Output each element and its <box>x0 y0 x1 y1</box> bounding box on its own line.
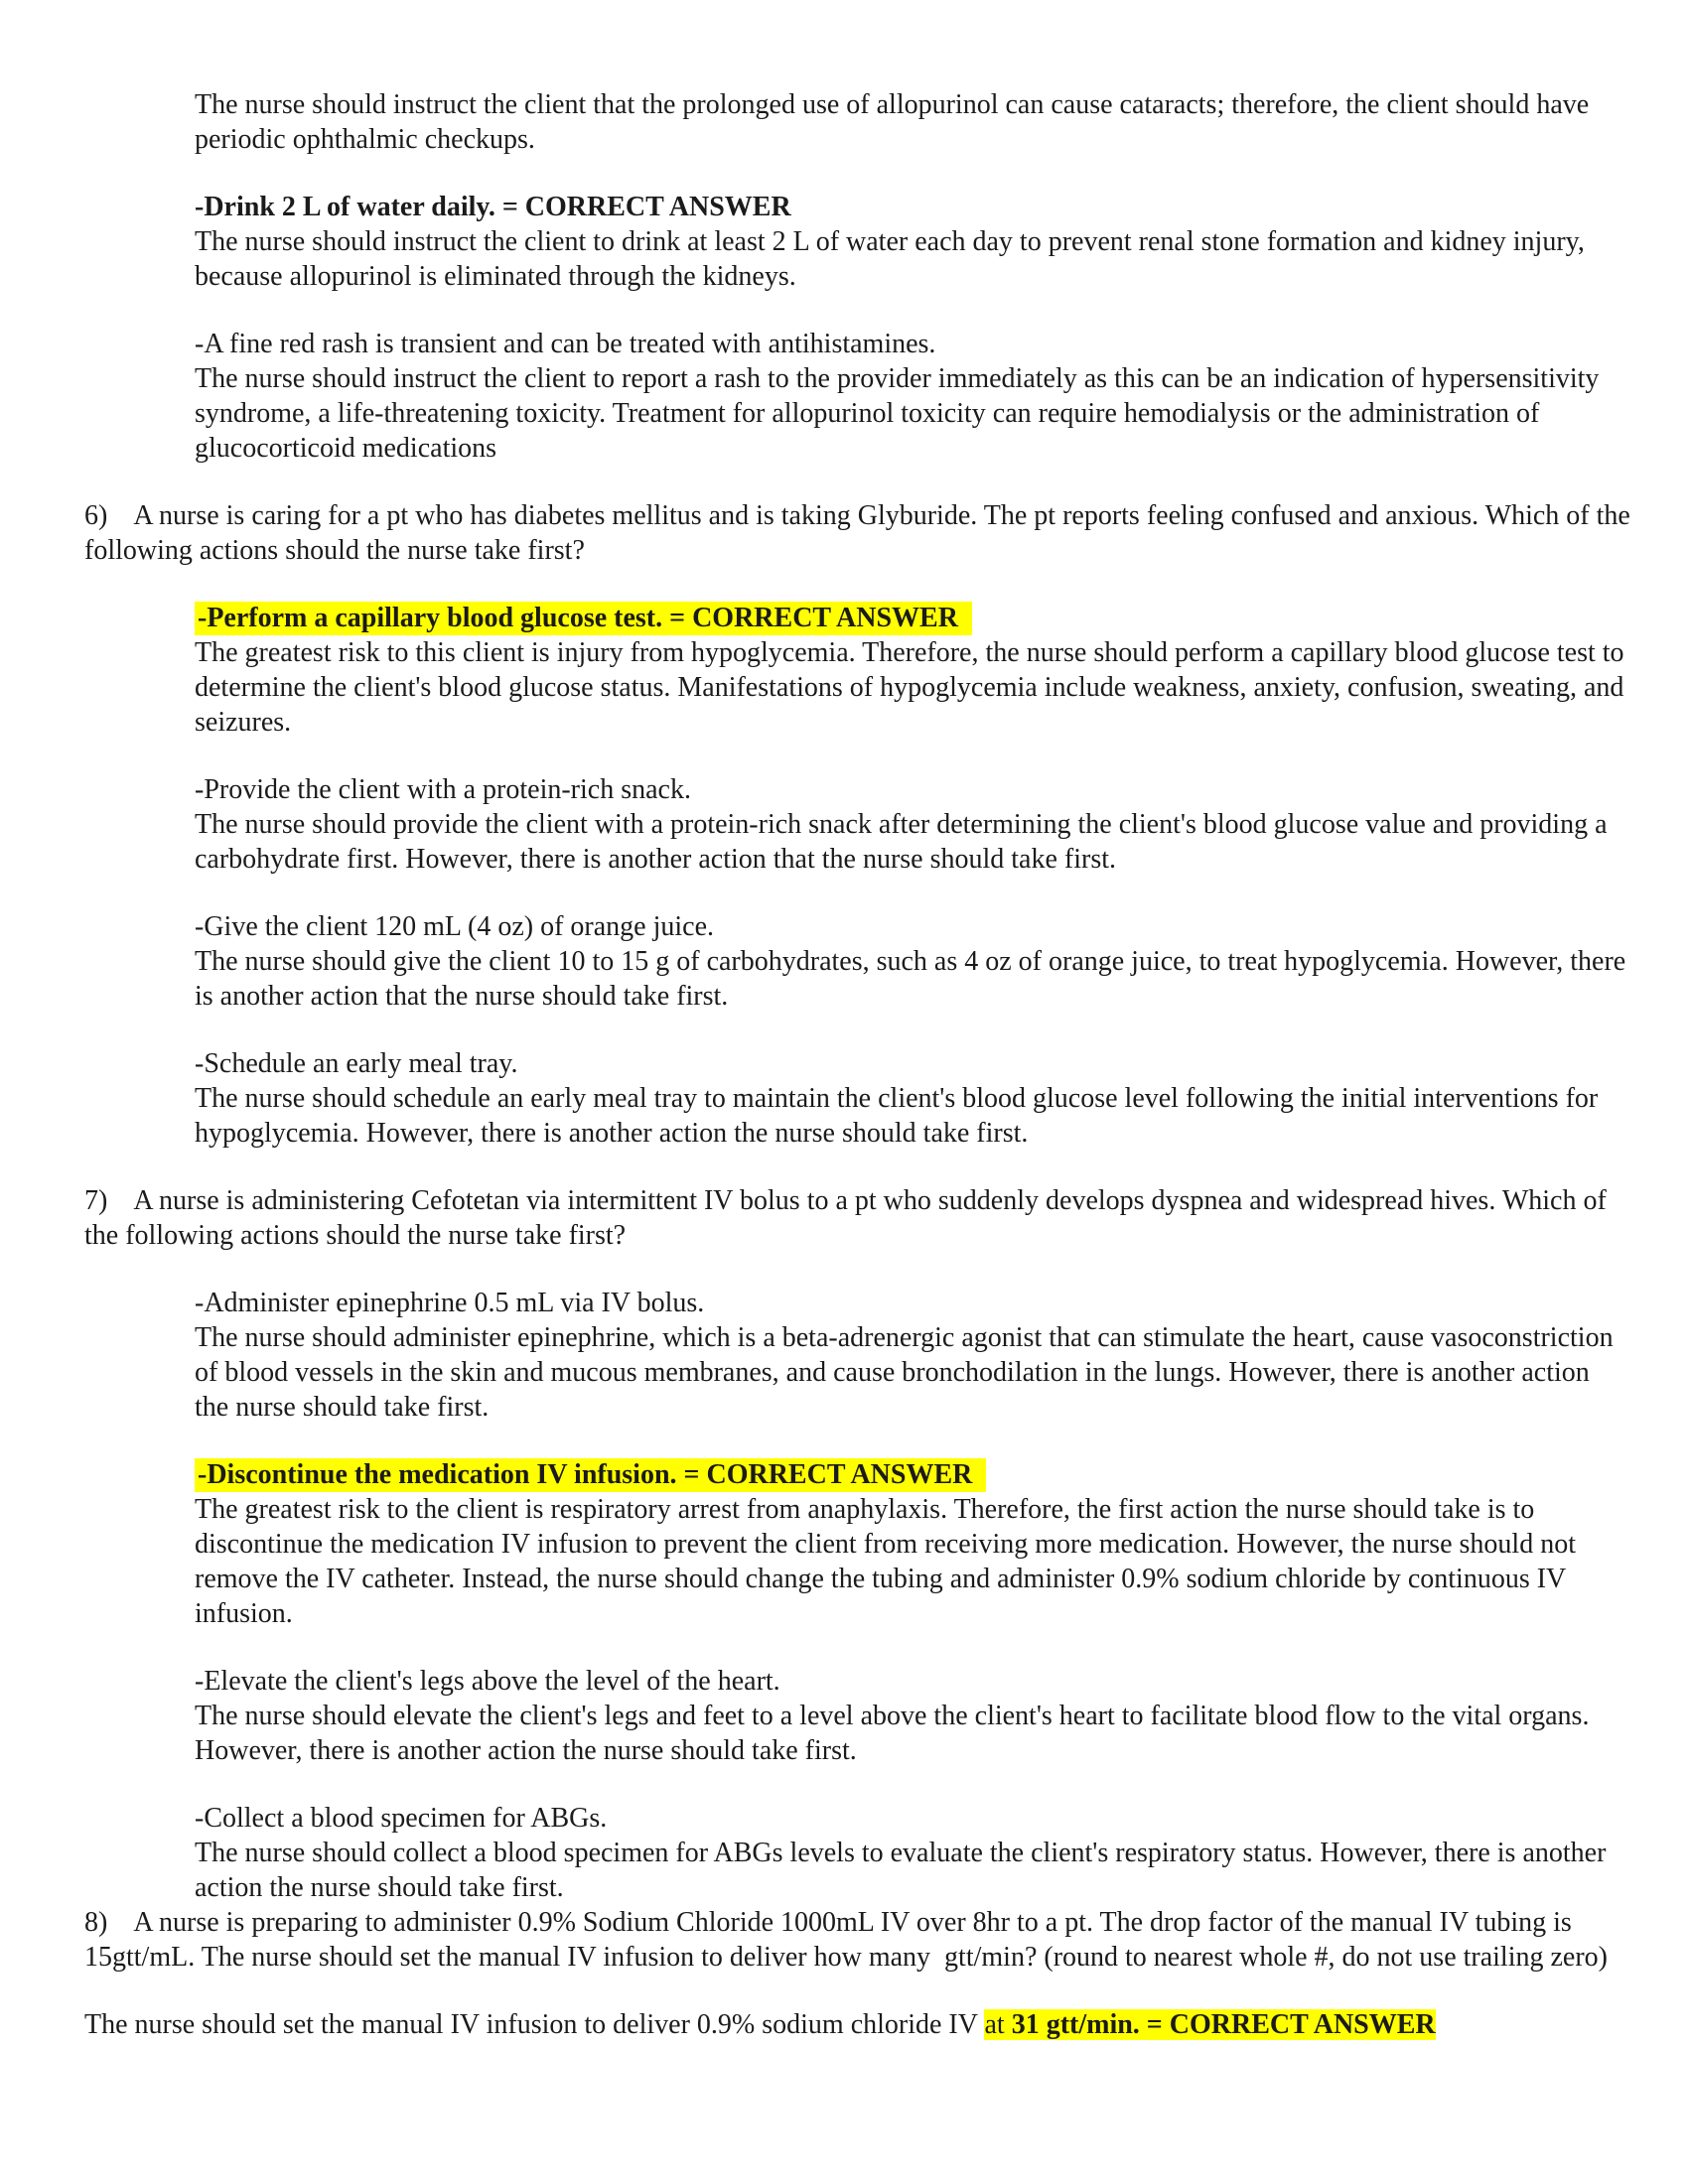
q7-option-elevate-legs-body: The nurse should elevate the client's legs and feet to a level above the client's heart to facilitate blood flow to the vital organs. However, there is another action the nurse should take first. <box>195 1701 1597 1766</box>
note-cataracts <box>195 87 1628 157</box>
q7-option-epinephrine <box>195 1286 1628 1425</box>
q7-correct-answer <box>195 1457 1628 1631</box>
question-8 <box>84 1905 1633 1975</box>
q7-option-epinephrine-body: The nurse should administer epinephrine, which is a beta-adrenergic agonist that can stimulate the heart, cause vasoconstriction of blood vessels in the skin and mucous membranes, and cause bronchodilation in the lungs. However, there is another action the nurse should take first. <box>195 1322 1620 1423</box>
q6-correct-answer-heading: -Perform a capillary blood glucose test. = CORRECT ANSWER <box>195 602 972 635</box>
q8-answer-highlight-plain: at <box>984 2009 1012 2040</box>
q6-correct-answer <box>195 601 1631 740</box>
q7-option-epinephrine-heading: -Administer epinephrine 0.5 mL via IV bolus. <box>195 1288 705 1318</box>
question-7-number: 7) <box>84 1185 108 1216</box>
answer-drink-water-heading: -Drink 2 L of water daily. = CORRECT ANSWER <box>195 192 791 222</box>
q6-option-orange-juice-heading: -Give the client 120 mL (4 oz) of orange juice. <box>195 911 714 942</box>
q7-option-abgs <box>195 1801 1628 1905</box>
question-6 <box>84 498 1637 568</box>
q8-answer-highlight <box>984 2009 1435 2040</box>
option-red-rash <box>195 327 1628 466</box>
question-6-text: A nurse is caring for a pt who has diabetes mellitus and is taking Glyburide. The pt reports feeling confused and anxious. Which of the following actions should the nurse take first? <box>84 500 1637 566</box>
q7-correct-answer-body: The greatest risk to the client is respiratory arrest from anaphylaxis. Therefore, the first action the nurse should take is to discontinue the medication IV infusion to prevent the client from receiving more medication. However, the nurse should not remove the IV catheter. Instead, the nurse should change the tubing and administer 0.9% sodium chloride by continuous IV infusion. <box>195 1494 1583 1629</box>
question-7-text: A nurse is administering Cefotetan via intermittent IV bolus to a pt who suddenly develops dyspnea and widespread hives. Which of the following actions should the nurse take first? <box>84 1185 1614 1251</box>
q7-option-abgs-heading: -Collect a blood specimen for ABGs. <box>195 1803 608 1834</box>
q8-answer-highlight-bold: 31 gtt/min. = CORRECT ANSWER <box>1011 2009 1436 2040</box>
q6-option-protein-snack-heading: -Provide the client with a protein-rich snack. <box>195 774 691 805</box>
q7-option-elevate-legs-heading: -Elevate the client's legs above the level of the heart. <box>195 1666 780 1697</box>
q7-option-abgs-body: The nurse should collect a blood specimen for ABGs levels to evaluate the client's respiratory status. However, there is another action the nurse should take first. <box>195 1838 1614 1903</box>
q8-answer-prefix: The nurse should set the manual IV infusion to deliver 0.9% sodium chloride IV <box>84 2009 985 2040</box>
option-red-rash-heading: -A fine red rash is transient and can be treated with antihistamines. <box>195 329 936 359</box>
q6-option-meal-tray-heading: -Schedule an early meal tray. <box>195 1048 518 1079</box>
q8-answer-line <box>84 2007 1653 2042</box>
q7-option-elevate-legs <box>195 1664 1628 1768</box>
answer-drink-water <box>195 190 1628 294</box>
q6-option-meal-tray-body: The nurse should schedule an early meal tray to maintain the client's blood glucose level following the initial interventions for hypoglycemia. However, there is another action the nurse should take first. <box>195 1083 1606 1149</box>
q7-correct-answer-heading: -Discontinue the medication IV infusion. = CORRECT ANSWER <box>195 1458 986 1492</box>
question-7 <box>84 1183 1633 1253</box>
q6-option-protein-snack <box>195 772 1628 877</box>
question-8-number: 8) <box>84 1907 108 1938</box>
q6-option-protein-snack-body: The nurse should provide the client with a protein-rich snack after determining the client's blood glucose value and providing a carbohydrate first. However, there is another action that the nurse should take first. <box>195 809 1615 875</box>
answer-drink-water-body: The nurse should instruct the client to drink at least 2 L of water each day to prevent renal stone formation and kidney injury, because allopurinol is eliminated through the kidneys. <box>195 226 1592 292</box>
question-8-text: A nurse is preparing to administer 0.9% Sodium Chloride 1000mL IV over 8hr to a pt. The drop factor of the manual IV tubing is 15gtt/mL. The nurse should set the manual IV infusion to deliver how many gtt/min? (round to nearest whole #, do not use trailing zero) <box>84 1907 1608 1973</box>
q6-option-meal-tray <box>195 1046 1628 1151</box>
option-red-rash-body: The nurse should instruct the client to report a rash to the provider immediately as this can be an indication of hypersensitivity syndrome, a life-threatening toxicity. Treatment for allopurinol toxicity can require hemodialysis or the administration of glucocorticoid medications <box>195 363 1607 464</box>
q6-option-orange-juice <box>195 909 1633 1014</box>
q6-option-orange-juice-body: The nurse should give the client 10 to 15 g of carbohydrates, such as 4 oz of orange juice, to treat hypoglycemia. However, there is another action that the nurse should take first. <box>195 946 1633 1012</box>
q6-correct-answer-body: The greatest risk to this client is injury from hypoglycemia. Therefore, the nurse should perform a capillary blood glucose test to determine the client's blood glucose status. Manifestations of hypoglycemia include weakness, anxiety, confusion, sweating, and seizures. <box>195 637 1631 738</box>
note-cataracts-body: The nurse should instruct the client that the prolonged use of allopurinol can cause cataracts; therefore, the client should have periodic ophthalmic checkups. <box>195 89 1597 155</box>
question-6-number: 6) <box>84 500 108 531</box>
